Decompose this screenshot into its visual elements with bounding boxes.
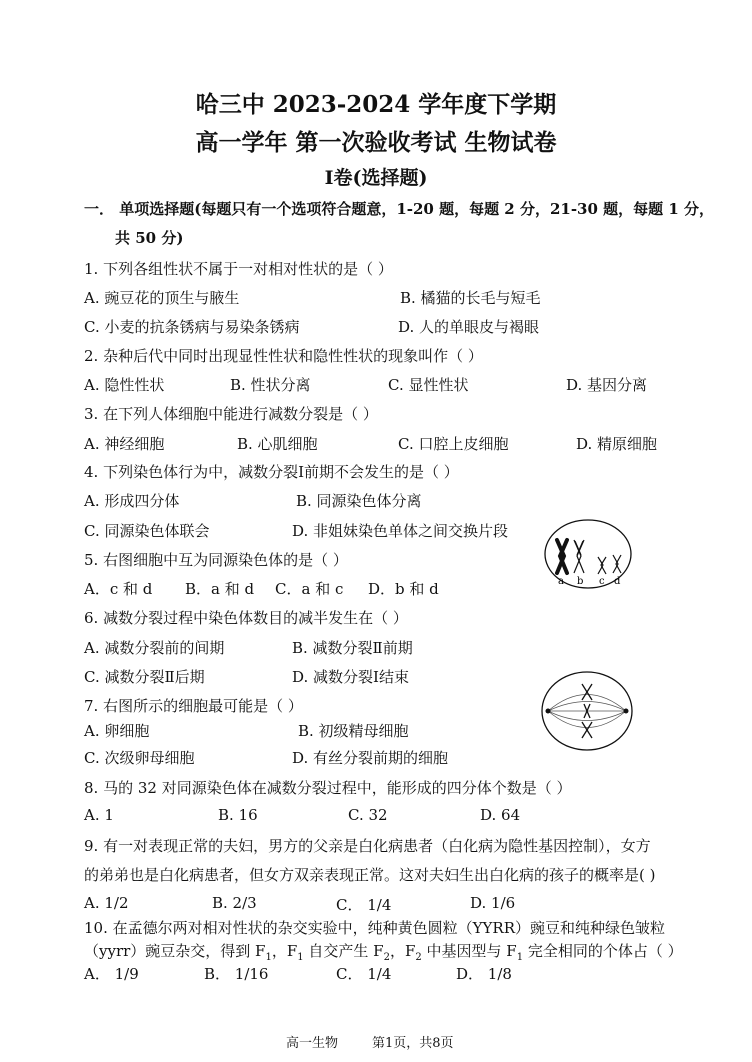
q4-option-d: D. 非姐妹染色单体之间交换片段 [292,522,509,540]
q5-option-d: D．b 和 d [368,580,439,598]
question-9-stem-cont: 的弟弟也是白化病患者，但女方双亲表现正常。这对夫妇生出白化病的孩子的概率是( ) [84,866,656,884]
chromosome-label-d: d [614,576,621,587]
q3-option-a: A. 神经细胞 [84,435,165,453]
q5-option-c: C．a 和 c [275,580,344,598]
question-10-stem-cont: （yyrr）豌豆杂交，得到 $F_1$，$F_1$ 自交产生 $F_2$，$F_2$ 中基因型与 $F_1$ 完全相同的个体占（ ） [84,942,683,963]
chromosome-label-c: c [599,576,605,587]
section-title: Ⅰ卷(选择题) [324,167,428,189]
q2-option-d: D. 基因分离 [566,376,648,394]
q9-option-b: B. 2/3 [212,894,257,912]
q10-option-d: D． 1/8 [456,965,512,983]
question-10-stem: 10. 在孟德尔两对相对性状的杂交实验中，纯种黄色圆粒（YYRR）豌豆和纯种绿色皱粒 [84,919,666,937]
q9-option-a: A. 1/2 [84,894,129,912]
exam-title: 哈三中 2023-2024 学年度下学期 [195,91,557,118]
question-3-stem: 3. 在下列人体细胞中能进行减数分裂是（ ） [84,405,378,423]
section-heading: 一． 单项选择题(每题只有一个选项符合题意，1-20 题，每题 2 分，21-30 题，每题 1 分， [84,200,715,218]
q3-option-c: C. 口腔上皮细胞 [398,435,509,453]
q3-option-d: D. 精原细胞 [576,435,658,453]
dividing-cell-figure [540,670,634,752]
q7-option-b: B. 初级精母细胞 [298,722,409,740]
question-6-stem: 6. 减数分裂过程中染色体数目的减半发生在（ ） [84,609,408,627]
q2-option-a: A. 隐性性状 [84,376,165,394]
q10-option-b: B． 1/16 [204,965,269,983]
chromosome-cell-figure [543,518,633,590]
q4-option-b: B. 同源染色体分离 [296,492,422,510]
section-heading-cont: 共 50 分) [115,229,184,247]
q10-option-a: A． 1/9 [84,965,139,983]
q1-option-d: D. 人的单眼皮与褐眼 [398,318,540,336]
question-2-stem: 2. 杂种后代中同时出现显性性状和隐性性状的现象叫作（ ） [84,347,483,365]
question-4-stem: 4. 下列染色体行为中，减数分裂Ⅰ前期不会发生的是（ ） [84,463,459,481]
q8-option-c: C. 32 [348,806,388,824]
question-7-stem: 7. 右图所示的细胞最可能是（ ） [84,697,303,715]
q6-option-b: B. 减数分裂Ⅱ前期 [292,639,413,657]
q8-option-d: D. 64 [480,806,521,824]
question-1-stem: 1. 下列各组性状不属于一对相对性状的是（ ） [84,260,393,278]
q9-option-c: C． 1/4 [336,896,392,914]
q2-option-b: B. 性状分离 [230,376,311,394]
q8-option-b: B. 16 [218,806,258,824]
q9-option-d: D. 1/6 [470,894,516,912]
q7-option-d: D. 有丝分裂前期的细胞 [292,749,449,767]
question-5-stem: 5. 右图细胞中互为同源染色体的是（ ） [84,551,348,569]
chromosome-label-a: a [558,576,564,587]
question-8-stem: 8. 马的 32 对同源染色体在减数分裂过程中，能形成的四分体个数是（ ） [84,779,572,797]
question-9-stem: 9. 有一对表现正常的夫妇，男方的父亲是白化病患者（白化病为隐性基因控制），女方 [84,837,651,855]
q1-option-b: B. 橘猫的长毛与短毛 [400,289,541,307]
chromosome-label-b: b [577,576,584,587]
q6-option-c: C. 减数分裂Ⅱ后期 [84,668,205,686]
q1-option-a: A. 豌豆花的顶生与腋生 [84,289,240,307]
q2-option-c: C. 显性性状 [388,376,469,394]
q8-option-a: A. 1 [84,806,114,824]
footer-subject: 高一生物 [286,1036,339,1051]
q7-option-a: A. 卵细胞 [84,722,150,740]
exam-subtitle: 高一学年 第一次验收考试 生物试卷 [195,129,557,156]
q10-option-c: C． 1/4 [336,965,392,983]
q5-option-b: B．a 和 d [185,580,255,598]
q3-option-b: B. 心肌细胞 [237,435,318,453]
q6-option-d: D. 减数分裂Ⅰ结束 [292,668,409,686]
q4-option-a: A. 形成四分体 [84,492,180,510]
footer-page-number: 第1页，共8页 [372,1036,454,1051]
q6-option-a: A. 减数分裂前的间期 [84,639,225,657]
q1-option-c: C. 小麦的抗条锈病与易染条锈病 [84,318,300,336]
q4-option-c: C. 同源染色体联会 [84,522,210,540]
q7-option-c: C. 次级卵母细胞 [84,749,195,767]
q5-option-a: A．c 和 d [84,580,153,598]
